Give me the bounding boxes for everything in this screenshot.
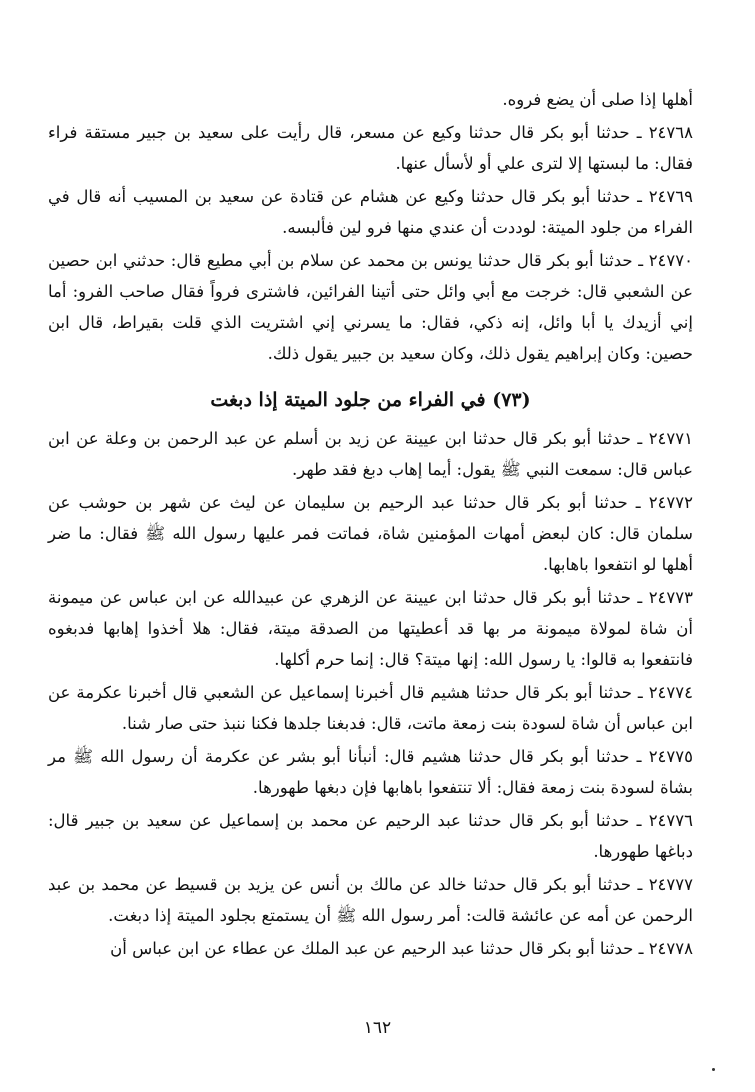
hadith-24776: ٢٤٧٧٦ ـ حدثنا أبو بكر قال حدثنا عبد الرحيم عن محمد بن إسماعيل عن سعيد بن جبير قال: دباغها طهورها. [48, 811, 693, 861]
hadith-24771: ٢٤٧٧١ ـ حدثنا أبو بكر قال حدثنا ابن عيينة عن زيد بن أسلم عن عبد الرحمن بن وعلة عن ابن عباس قال: سمعت النبي ﷺ يقول: أيما إهاب دبغ فقد طهر. [48, 429, 693, 479]
hadith-24768: ٢٤٧٦٨ ـ حدثنا أبو بكر قال حدثنا وكيع عن مسعر، قال رأيت على سعيد بن جبير مستقة فراء فقال: ما لبستها إلا لترى علي أو لأسأل عنها. [48, 123, 693, 173]
hadith-24772: ٢٤٧٧٢ ـ حدثنا أبو بكر قال حدثنا عبد الرحيم بن سليمان عن ليث عن شهر بن حوشب عن سلمان قال: كان لبعض أمهات المؤمنين شاة، فماتت فمر عليها رسول الله ﷺ فقال: ما ضر أهلها لو انتفعوا باهابها. [48, 493, 693, 574]
hadith-24769: ٢٤٧٦٩ ـ حدثنا أبو بكر قال حدثنا وكيع عن هشام عن قتادة عن سعيد بن المسيب أنه قال في الفراء من جلود الميتة: لوددت أن عندي منها فرو لين فألبسه. [48, 187, 693, 237]
hadith-24773: ٢٤٧٧٣ ـ حدثنا أبو بكر قال حدثنا ابن عيينة عن الزهري عن عبيدالله عن ابن عباس عن ميمونة أن شاة لمولاة ميمونة مر بها قد أعطيتها من الصدقة ميتة، فقال: هلا أخذوا إهابها فدبغوه فانتفعوا به قالوا: يا رسول الله: إنها ميتة؟ قال: إنما حرم أكلها. [48, 588, 693, 669]
hadith-24774: ٢٤٧٧٤ ـ حدثنا أبو بكر قال حدثنا هشيم قال أخبرنا إسماعيل عن الشعبي قال أخبرنا عكرمة عن ابن عباس أن شاة لسودة بنت زمعة ماتت، قال: فدبغنا جلدها فكنا ننبذ حتى صار شنا. [48, 683, 693, 733]
hadith-24778: ٢٤٧٧٨ ـ حدثنا أبو بكر قال حدثنا عبد الرحيم عن عبد الملك عن عطاء عن ابن عباس أن [110, 939, 693, 958]
paragraph-continuation: أهلها إذا صلى أن يضع فروه. [502, 90, 693, 109]
chapter-heading: (٧٣) في الفراء من جلود الميتة إذا دبغت [210, 389, 531, 411]
hadith-24777: ٢٤٧٧٧ ـ حدثنا أبو بكر قال حدثنا خالد عن مالك بن أنس عن يزيد بن قسيط عن محمد بن عبد الرحمن عن أمه عن عائشة قالت: أمر رسول الله ﷺ أن يستمتع بجلود الميتة إذا دبغت. [48, 875, 693, 925]
page-number: ١٦٢ [363, 1018, 392, 1038]
scan-speck [712, 1068, 715, 1071]
hadith-24770: ٢٤٧٧٠ ـ حدثنا أبو بكر قال حدثنا يونس بن محمد عن سلام بن أبي مطيع قال: حدثني ابن حصين عن الشعبي قال: خرجت مع أبي وائل حتى أتينا الفرائين، فاشترى فرواً فقال صاحب الفرو: أما إني أزيدك يا أبا وائل، إنه ذكي، فقال: ما يسرني إني اشتريت الذي قلت بقيراط، قال ابن حصين: وكان إبراهيم يقول ذلك، وكان سعيد بن جبير يقول ذلك. [48, 251, 693, 363]
hadith-24775: ٢٤٧٧٥ ـ حدثنا أبو بكر قال حدثنا هشيم قال: أنبأنا أبو بشر عن عكرمة أن رسول الله ﷺ مر بشاة لسودة بنت زمعة فقال: ألا تنتفعوا باهابها فإن دبغها طهورها. [48, 747, 693, 797]
